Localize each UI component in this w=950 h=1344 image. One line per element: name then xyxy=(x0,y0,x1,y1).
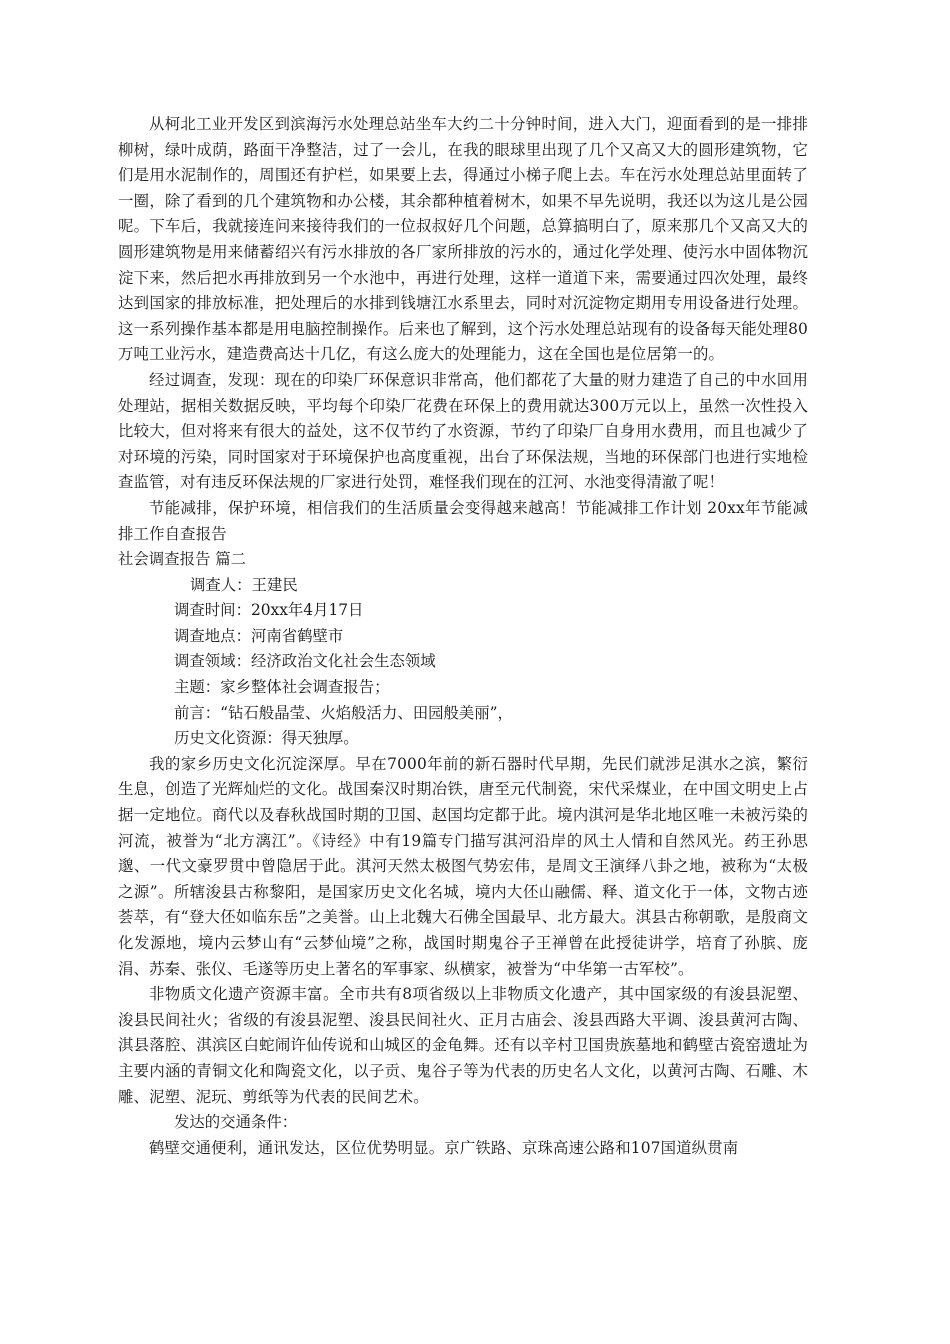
preface-line: 前言：“钻石般晶莹、火焰般活力、田园般美丽”， xyxy=(174,703,513,722)
history-resource-line: 历史文化资源：得天独厚。 xyxy=(174,729,359,748)
paragraph-conclusion: 节能减排，保护环境，相信我们的生活质量会变得越来越高！节能减排工作计划 20xx年节能减排工作自查报告 xyxy=(118,498,808,543)
theme-line: 主题：家乡整体社会调查报告； xyxy=(174,678,390,697)
survey-field-line: 调查领域：经济政治文化社会生态领域 xyxy=(174,652,436,671)
paragraph-investigation-findings: 经过调查，发现：现在的印染厂环保意识非常高，他们都花了大量的财力建造了自己的中水回用处理站，据相关数据反映，平均每个印染厂花费在环保上的费用就达300万元以上，虽然一次性投入比较大，但对将来有很大的益处，这不仅节约了水资源，节约了印染厂自身用水费用，而且也减少了对环境的污染，同时国家对于环境保护也高度重视，出台了环保法规，当地的环保部门也进行实地检查监管，对有违反环保法规的厂家进行处罚，难怪我们现在的江河、水池变得清澈了呢！ xyxy=(118,370,808,492)
investigator-line: 调查人：王建民 xyxy=(190,575,298,594)
survey-time-line: 调查时间：20xx年4月17日 xyxy=(174,601,364,620)
transport-heading: 发达的交通条件： xyxy=(174,1113,298,1132)
document-page xyxy=(118,112,808,1161)
paragraph-sewage-visit: 从柯北工业开发区到滨海污水处理总站坐车大约二十分钟时间，进入大门，迎面看到的是一排排柳树，绿叶成荫，路面干净整洁，过了一会儿，在我的眼球里出现了几个又高又大的圆形建筑物，它们是用水泥制作的，周围还有护栏，如果要上去，得通过小梯子爬上去。车在污水处理总站里面转了一圈，除了看到的几个建筑物和办公楼，其余都种植着树木，如果不早先说明，我还以为这儿是公园呢。下车后，我就接连问来接待我们的一位叔叔好几个问题，总算搞明白了，原来那几个又高又大的圆形建筑物是用来储蓄绍兴有污水排放的各厂家所排放的污水的，通过化学处理、使污水中固体物沉淀下来，然后把水再排放到另一个水池中，再进行处理，这样一道道下来，需要通过四次处理，最终达到国家的排放标准，把处理后的水排到钱塘江水系里去，同时对沉淀物定期用专用设备进行处理。这一系列操作基本都是用电脑控制操作。后来也了解到，这个污水处理总站现有的设备每天能处理80万吨工业污水，建造费高达十几亿，有这么庞大的处理能力，这在全国也是位居第一的。 xyxy=(118,115,808,364)
paragraph-history-culture: 我的家乡历史文化沉淀深厚。早在7000年前的新石器时代早期，先民们就涉足淇水之滨，繁衍生息，创造了光辉灿烂的文化。战国秦汉时期冶铁，唐至元代制瓷，宋代采煤业，在中国文明史上占据一定地位。商代以及春秋战国时期的卫国、赵国均定都于此。境内淇河是华北地区唯一未被污染的河流，被誉为“北方漓江”。《诗经》中有19篇专门描写淇河沿岸的风土人情和自然风光。药王孙思邈、一代文豪罗贯中曾隐居于此。淇河天然太极图气势宏伟，是周文王演绎八卦之地，被称为“太极之源”。所辖浚县古称黎阳，是国家历史文化名城，境内大伾山融儒、释、道文化于一体，文物古迹荟萃，有“登大伾如临东岳”之美誉。山上北魏大石佛全国最早、北方最大。淇县古称朝歌，是殷商文化发源地，境内云梦山有“云梦仙境”之称，战国时期鬼谷子王禅曾在此授徒讲学，培育了孙膑、庞涓、苏秦、张仪、毛遂等历史上著名的军事家、纵横家，被誉为“中华第一古军校”。 xyxy=(118,754,808,978)
survey-place-line: 调查地点：河南省鹤壁市 xyxy=(174,626,344,645)
paragraph-transport: 鹤壁交通便利，通讯发达，区位优势明显。京广铁路、京珠高速公路和107国道纵贯南 xyxy=(149,1138,739,1157)
section-title: 社会调查报告 篇二 xyxy=(118,550,247,569)
paragraph-intangible-heritage: 非物质文化遗产资源丰富。全市共有8项省级以上非物质文化遗产，其中国家级的有浚县泥塑、浚县民间社火；省级的有浚县泥塑、浚县民间社火、正月古庙会、浚县西路大平调、浚县黄河古陶、淇县落腔、淇滨区白蛇闹许仙传说和山城区的金龟舞。还有以辛村卫国贵族墓地和鹤壁古瓷窑遗址为主要内涵的青铜文化和陶瓷文化，以子贡、鬼谷子等为代表的历史名人文化，以黄河古陶、石雕、木雕、泥塑、泥玩、剪纸等为代表的民间艺术。 xyxy=(118,985,808,1106)
